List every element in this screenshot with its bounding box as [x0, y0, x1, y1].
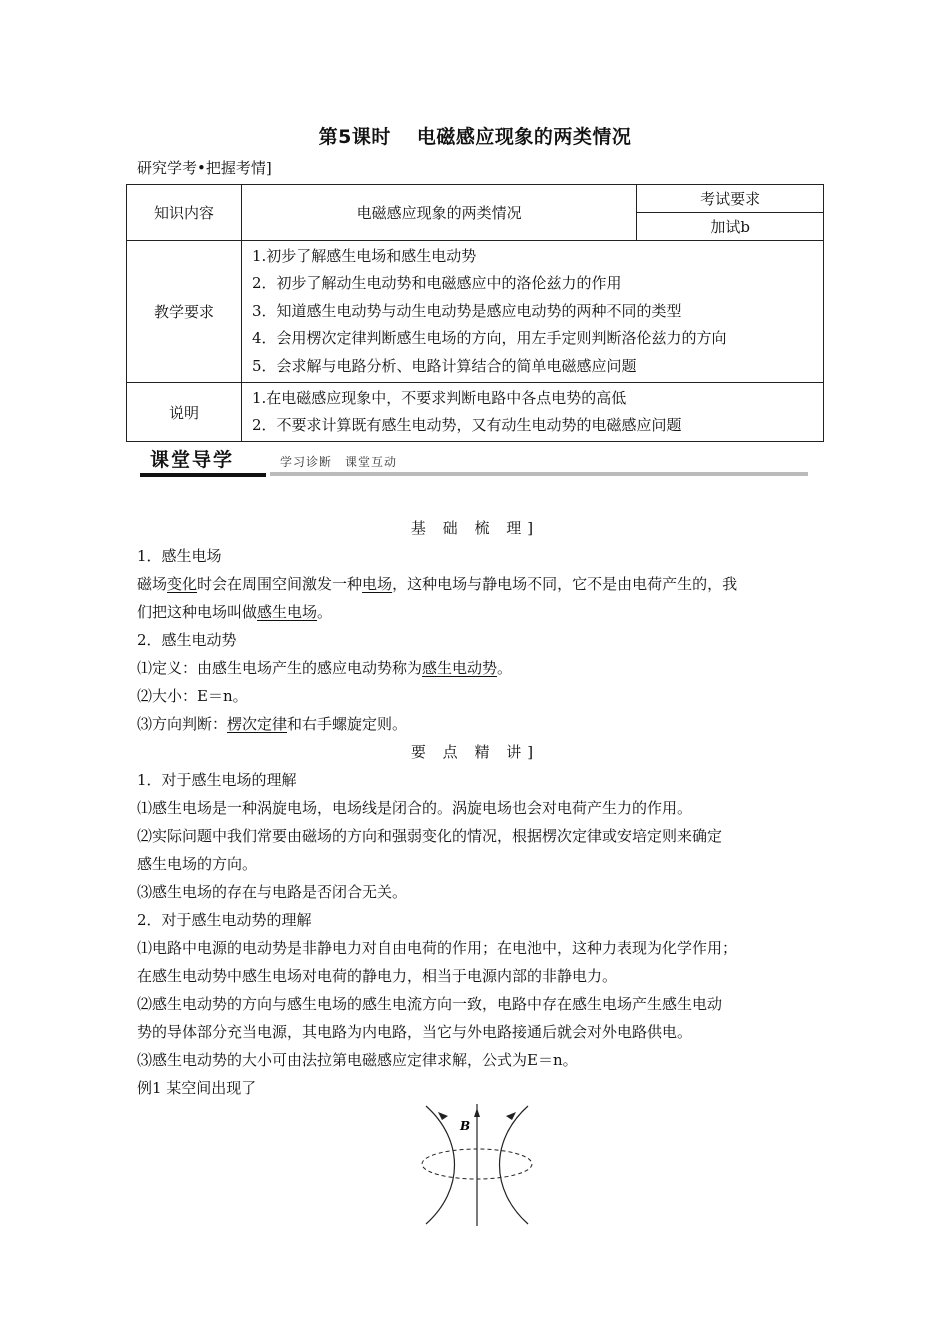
- paragraph: 在感生电动势中感生电场对电荷的静电力，相当于电源内部的非静电力。: [137, 967, 618, 985]
- notes: [241, 383, 823, 442]
- teaching-requirements: [241, 241, 823, 383]
- paragraph: ⑴电路中电源的电动势是非静电力对自由电荷的作用；在电池中，这种力表现为化学作用；: [137, 939, 738, 957]
- paragraph: 感生电场的方向。: [137, 855, 258, 873]
- section-heading-basics: 基 础 梳 理]: [410, 519, 540, 537]
- label-knowledge: 知识内容: [127, 185, 242, 241]
- section-heading-keypoints: 要 点 精 讲]: [410, 743, 540, 761]
- paragraph: ⑶方向判断：楞次定律和右手螺旋定则。: [137, 715, 408, 733]
- heading: 1．感生电场: [137, 547, 222, 565]
- paragraph: 磁场变化时会在周围空间激发一种电场，这种电场与静电场不同，它不是由电荷产生的，我: [137, 575, 738, 593]
- magnetic-field-figure: [412, 1100, 542, 1234]
- paragraph: ⑶感生电场的存在与电路是否闭合无关。: [137, 883, 408, 901]
- banner-rule: [270, 472, 808, 476]
- field-label: B: [460, 1119, 471, 1133]
- subtitle: 研究学考•把握考情]: [137, 159, 272, 177]
- paragraph: ⑵感生电动势的方向与感生电场的感生电流方向一致，电路中存在感生电场产生感生电动: [137, 995, 723, 1013]
- lesson-number: 第5课时: [318, 126, 391, 148]
- example-label: 例1 某空间出现了: [137, 1079, 257, 1097]
- list-item: 1.在电磁感应现象中，不要求判断电路中各点电势的高低: [251, 388, 627, 407]
- paragraph: ⑶感生电动势的大小可由法拉第电磁感应定律求解，公式为E＝n。: [137, 1051, 578, 1069]
- heading: 2．对于感生电动势的理解: [137, 911, 312, 929]
- exam-header: 考试要求: [637, 185, 824, 213]
- paragraph: ⑵实际问题中我们常要由磁场的方向和强弱变化的情况，根据楞次定律或安培定则来确定: [137, 827, 723, 845]
- lesson-topic: 电磁感应现象的两类情况: [416, 126, 632, 148]
- list-item: 4．会用楞次定律判断感生电场的方向，用左手定则判断洛伦兹力的方向: [251, 329, 727, 348]
- section-banner: [140, 447, 808, 477]
- label-notes: 说明: [127, 383, 242, 442]
- page-title: [0, 122, 950, 149]
- banner-tag: 课堂导学: [140, 447, 266, 477]
- section-basics: [137, 542, 737, 738]
- banner-subtitle: 学习诊断 课堂互动: [280, 455, 398, 469]
- section-keypoints: [137, 766, 737, 1102]
- field-diagram: [412, 1100, 542, 1230]
- list-item: 2．初步了解动生电动势和电磁感应中的洛伦兹力的作用: [251, 274, 622, 293]
- list-item: 2．不要求计算既有感生电动势，又有动生电动势的电磁感应问题: [251, 416, 682, 434]
- paragraph: ⑴感生电场是一种涡旋电场，电场线是闭合的。涡旋电场也会对电荷产生力的作用。: [137, 799, 693, 817]
- requirements-table: [126, 184, 824, 442]
- label-teaching: 教学要求: [127, 241, 242, 383]
- knowledge-content: 电磁感应现象的两类情况: [241, 185, 636, 241]
- list-item: 1.初步了解感生电场和感生电动势: [251, 246, 477, 265]
- paragraph: ⑴定义：由感生电场产生的感应电动势称为感生电动势。: [137, 659, 513, 677]
- paragraph: 势的导体部分充当电源，其电路为内电路，当它与外电路接通后就会对外电路供电。: [137, 1023, 693, 1041]
- list-item: 5．会求解与电路分析、电路计算结合的简单电磁感应问题: [251, 356, 637, 375]
- list-item: 3．知道感生电动势与动生电动势是感应电动势的两种不同的类型: [251, 301, 682, 320]
- heading: 1．对于感生电场的理解: [137, 771, 297, 789]
- paragraph: 们把这种电场叫做感生电场。: [137, 603, 333, 621]
- paragraph: ⑵大小：E＝n。: [137, 687, 248, 705]
- heading: 2．感生电动势: [137, 631, 237, 649]
- exam-value: 加试b: [637, 213, 824, 241]
